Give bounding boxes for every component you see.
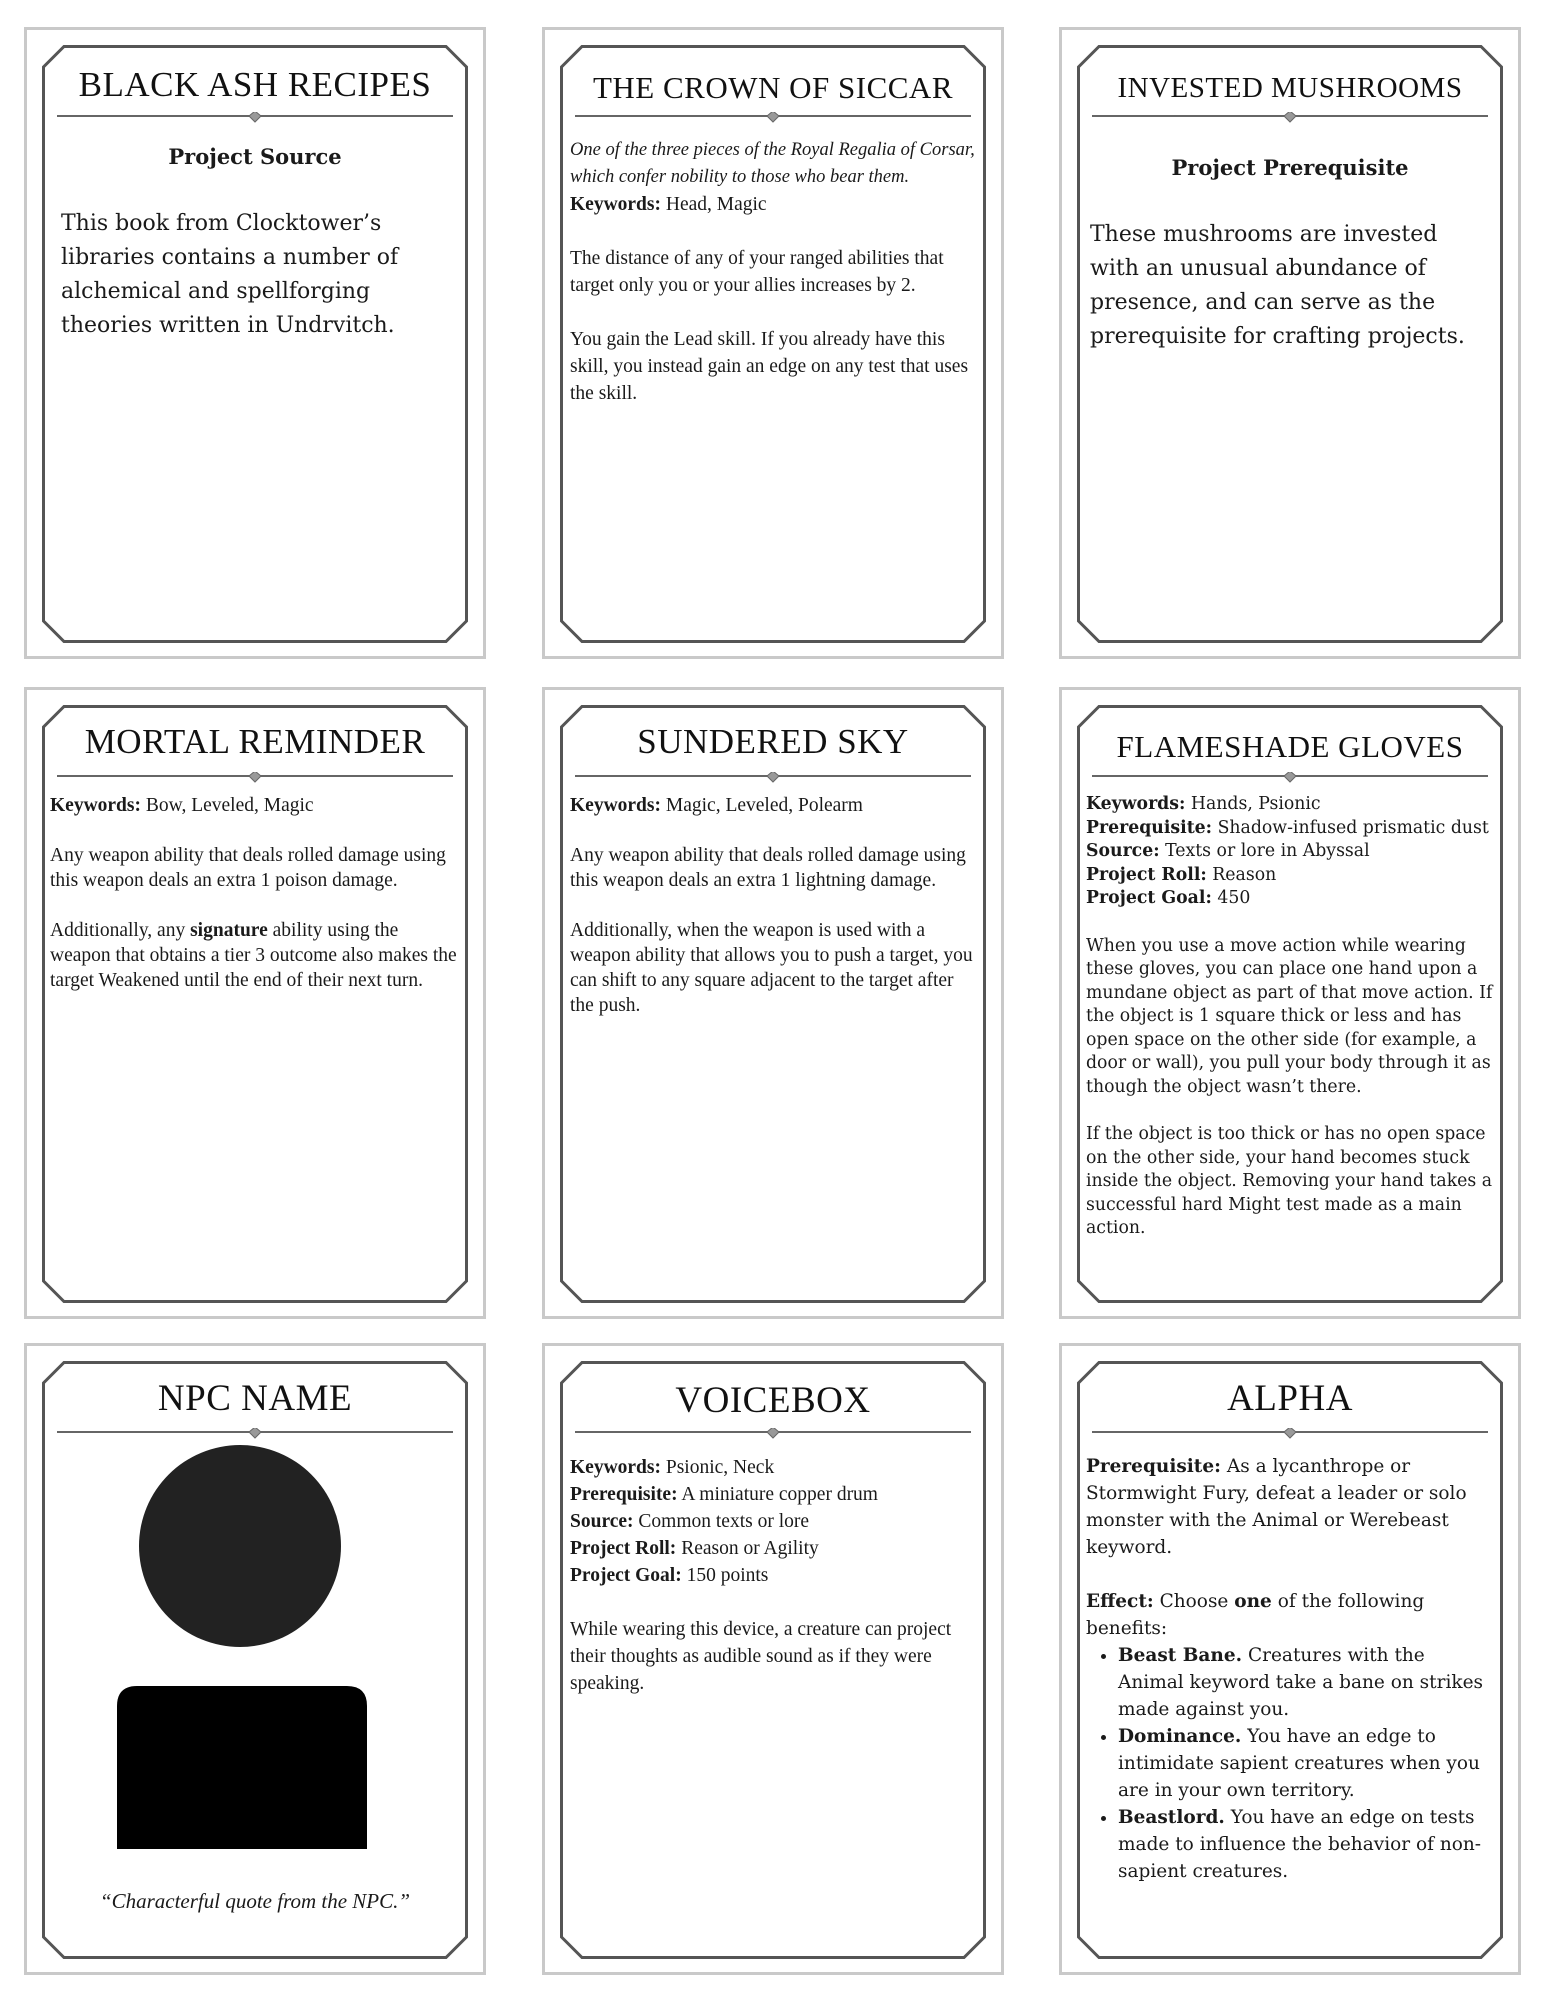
project-roll-label: Project Roll: — [570, 1538, 677, 1559]
benefit-name: Dominance. — [1118, 1726, 1242, 1747]
benefit-name: Beastlord. — [1118, 1807, 1225, 1828]
prerequisite-value: Shadow-infused prismatic dust — [1217, 817, 1489, 838]
npc-head-silhouette — [139, 1445, 341, 1647]
list-item — [1118, 1804, 1495, 1885]
project-goal-value: 150 points — [686, 1565, 769, 1586]
ability-paragraph: If the object is too thick or has no open space on the other side, your hand becomes stuck inside the object. Removing your hand takes a successful hard Might test made as a main action. — [1086, 1124, 1493, 1238]
title-divider — [1092, 112, 1488, 124]
card-title: MORTAL REMINDER — [84, 722, 426, 761]
project-goal-value: 450 — [1217, 888, 1251, 908]
ability-paragraph: The distance of any of your ranged abilities that target only you or your allies increases by 2. — [570, 248, 944, 296]
card-npc — [24, 1343, 486, 1975]
card-voicebox — [542, 1343, 1004, 1975]
card-invested-mushrooms — [1059, 27, 1521, 659]
project-goal-label: Project Goal: — [570, 1565, 682, 1586]
card-title: BLACK ASH RECIPES — [78, 65, 432, 104]
title-divider — [57, 772, 453, 784]
prerequisite-value: As a lycanthrope or Stormwight Fury, defeat a leader or solo monster with the Animal or Werebeast keyword. — [1086, 1456, 1467, 1558]
keywords-line — [50, 793, 458, 818]
benefit-text: You have an edge to intimidate sapient creatures when you are in your own territory. — [1118, 1726, 1480, 1801]
keywords-line — [1086, 793, 1499, 817]
source-label: Source: — [1086, 841, 1160, 861]
source-value: Texts or lore in Abyssal — [1165, 841, 1370, 861]
keywords-value: Psionic, Neck — [665, 1457, 775, 1478]
title-divider — [575, 112, 971, 124]
project-goal-line — [570, 1562, 976, 1589]
project-roll-label: Project Roll: — [1086, 864, 1207, 885]
card-alpha — [1059, 1343, 1521, 1975]
card-title: SUNDERED SKY — [637, 722, 909, 761]
list-item — [1118, 1723, 1495, 1804]
prerequisite-line — [570, 1481, 976, 1508]
keywords-label: Keywords: — [1086, 794, 1186, 814]
text-run: ability using the weapon that obtains a tier 3 outcome also makes the target Weakened until the end of their next turn. — [50, 920, 457, 991]
card-subtitle: Project Prerequisite — [1171, 155, 1409, 180]
ability-paragraph: Any weapon ability that deals rolled damage using this weapon deals an extra 1 lightning damage. — [570, 845, 966, 891]
flavor-text: One of the three pieces of the Royal Regalia of Corsar, which confer nobility to those who bear them. — [570, 140, 975, 187]
project-goal-label: Project Goal: — [1086, 888, 1212, 908]
project-roll-value: Reason — [1212, 864, 1277, 885]
keywords-line — [570, 191, 976, 218]
project-roll-line — [570, 1535, 976, 1562]
benefit-text: Creatures with the Animal keyword take a bane on strikes made against you. — [1118, 1645, 1484, 1720]
card-title: INVESTED MUSHROOMS — [1117, 72, 1463, 104]
title-divider — [575, 772, 971, 784]
text-run: Additionally, any — [50, 920, 191, 941]
card-title: THE CROWN OF SICCAR — [592, 70, 953, 105]
source-line — [1086, 840, 1499, 864]
text-run: Choose — [1159, 1591, 1235, 1612]
card-description: This book from Clocktower’s libraries contains a number of alchemical and spellforging theories written in Undrvitch. — [61, 211, 399, 338]
keywords-label: Keywords: — [570, 194, 661, 215]
keywords-value: Hands, Psionic — [1190, 794, 1321, 814]
npc-quote: “Characterful quote from the NPC.” — [99, 1889, 411, 1913]
keywords-value: Bow, Leveled, Magic — [145, 795, 314, 816]
card-description: These mushrooms are invested with an unusual abundance of presence, and can serve as the prerequisite for crafting projects. — [1090, 222, 1465, 349]
card-title: VOICEBOX — [675, 1380, 871, 1421]
title-divider — [57, 112, 453, 124]
benefits-list — [1086, 1642, 1495, 1885]
prerequisite-line — [1086, 817, 1499, 841]
card-black-ash-recipes — [24, 27, 486, 659]
ability-paragraph: Any weapon ability that deals rolled damage using this weapon deals an extra 1 poison damage. — [50, 845, 446, 891]
source-line — [570, 1508, 976, 1535]
text-run: of the following benefits: — [1086, 1591, 1425, 1639]
ability-paragraph: Additionally, when the weapon is used with a weapon ability that allows you to push a target, you can shift to any square adjacent to the target after the push. — [570, 920, 973, 1016]
ability-paragraph: While wearing this device, a creature can project their thoughts as audible sound as if they were speaking. — [570, 1619, 952, 1694]
prerequisite-label: Prerequisite: — [1086, 1456, 1221, 1477]
card-subtitle: Project Source — [168, 144, 342, 169]
prerequisite-value: A miniature copper drum — [681, 1484, 878, 1505]
effect-label: Effect: — [1086, 1591, 1154, 1612]
prerequisite-label: Prerequisite: — [570, 1484, 678, 1505]
source-label: Source: — [570, 1511, 634, 1532]
keywords-value: Magic, Leveled, Polearm — [665, 795, 863, 816]
card-title: NPC NAME — [157, 1378, 353, 1419]
npc-body-silhouette — [117, 1686, 367, 1849]
ability-paragraph: You gain the Lead skill. If you already have this skill, you instead gain an edge on any test that uses the skill. — [570, 329, 969, 404]
keywords-line — [570, 1454, 976, 1481]
list-item — [1118, 1642, 1495, 1723]
card-crown-of-siccar — [542, 27, 1004, 659]
prerequisite-label: Prerequisite: — [1086, 817, 1213, 838]
keywords-label: Keywords: — [50, 795, 141, 816]
card-title: FLAMESHADE GLOVES — [1116, 729, 1464, 764]
card-sundered-sky — [542, 687, 1004, 1319]
card-flameshade-gloves — [1059, 687, 1521, 1319]
project-goal-line — [1086, 887, 1499, 911]
keywords-line — [570, 793, 976, 818]
emphasis-text: signature — [190, 920, 268, 941]
source-value: Common texts or lore — [638, 1511, 810, 1532]
card-title: ALPHA — [1227, 1378, 1353, 1419]
title-divider — [1092, 1428, 1488, 1440]
title-divider — [575, 1428, 971, 1440]
keywords-label: Keywords: — [570, 1457, 661, 1478]
ability-paragraph — [50, 918, 458, 993]
ability-paragraph: When you use a move action while wearing these gloves, you can place one hand upon a mundane object as part of that move action. If the object is 1 square thick or less and has open space on the other side (for example, a door or wall), you pull your body through it as though the object wasn’t there. — [1086, 935, 1493, 1097]
title-divider — [1092, 772, 1488, 784]
emphasis-text: one — [1234, 1591, 1272, 1612]
keywords-label: Keywords: — [570, 795, 661, 816]
project-roll-line — [1086, 864, 1499, 888]
prerequisite-line — [1086, 1453, 1495, 1561]
benefit-name: Beast Bane. — [1118, 1645, 1243, 1666]
keywords-value: Head, Magic — [665, 194, 767, 215]
effect-line — [1086, 1588, 1495, 1642]
npc-portrait-placeholder — [42, 1361, 468, 1959]
benefit-text: You have an edge on tests made to influence the behavior of non-sapient creatures. — [1118, 1807, 1482, 1882]
card-mortal-reminder — [24, 687, 486, 1319]
project-roll-value: Reason or Agility — [681, 1538, 819, 1559]
